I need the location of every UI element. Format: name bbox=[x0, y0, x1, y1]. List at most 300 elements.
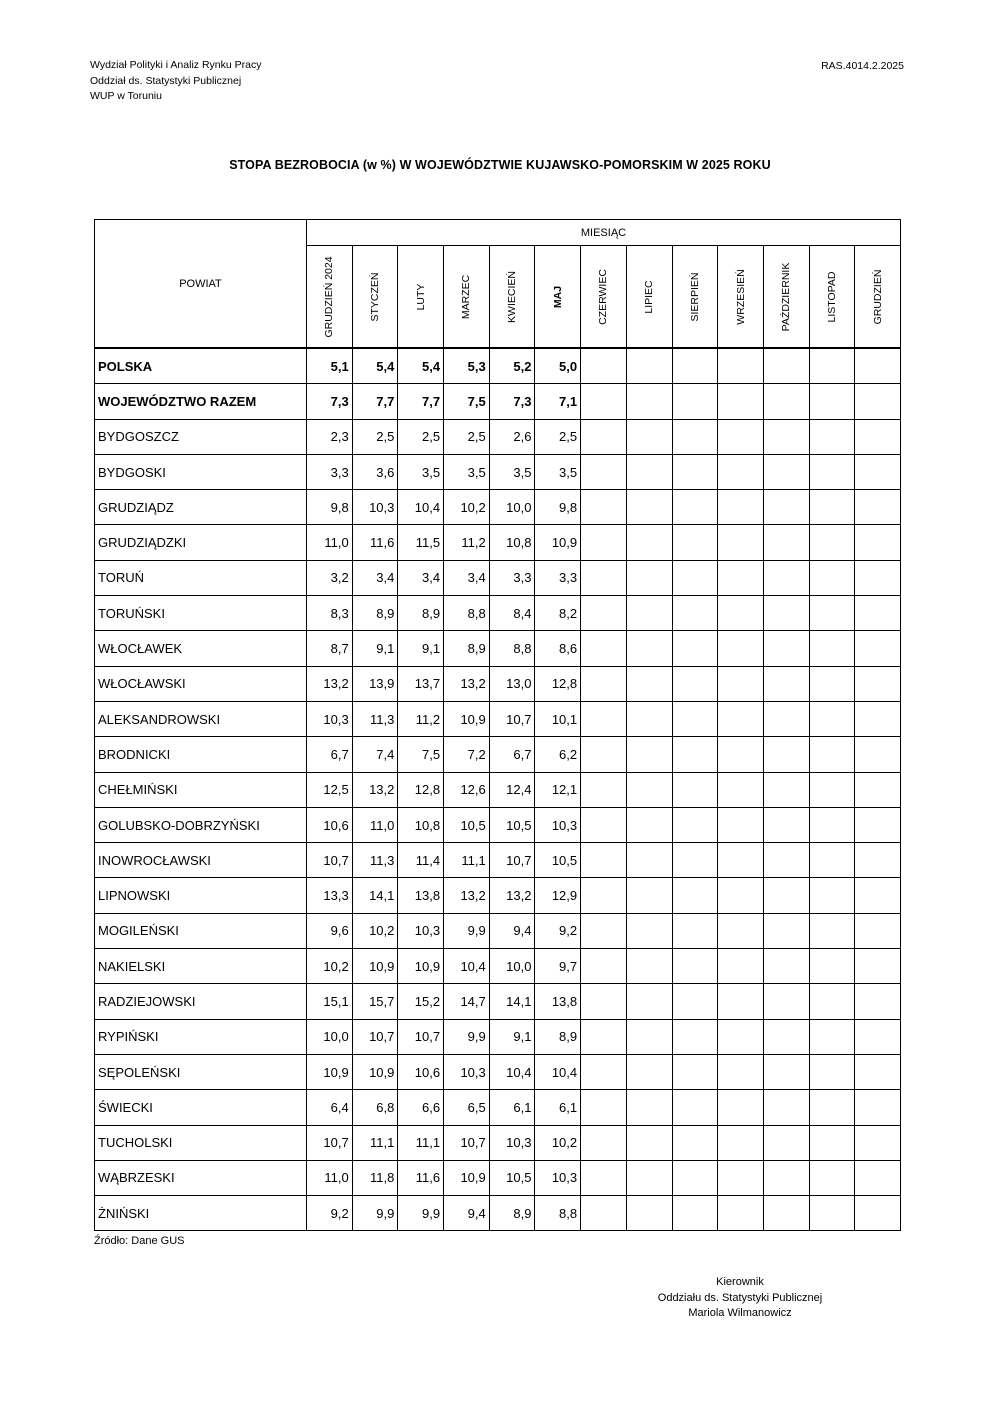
rate-cell: 12,8 bbox=[535, 666, 581, 701]
rate-cell: 7,7 bbox=[398, 384, 444, 419]
rate-cell bbox=[855, 772, 901, 807]
rate-cell: 12,5 bbox=[307, 772, 353, 807]
rate-cell bbox=[672, 596, 718, 631]
rate-cell bbox=[581, 878, 627, 913]
rate-cell: 10,5 bbox=[489, 1160, 535, 1195]
table-row bbox=[95, 419, 901, 454]
rate-cell bbox=[855, 419, 901, 454]
table-row bbox=[95, 878, 901, 913]
rate-cell bbox=[763, 878, 809, 913]
rate-cell: 9,4 bbox=[444, 1196, 490, 1231]
table-row bbox=[95, 1019, 901, 1054]
rate-cell: 13,0 bbox=[489, 666, 535, 701]
rate-cell: 3,2 bbox=[307, 560, 353, 595]
rate-cell bbox=[763, 1054, 809, 1089]
rate-cell: 14,1 bbox=[489, 984, 535, 1019]
rate-cell bbox=[855, 1019, 901, 1054]
rate-cell: 10,7 bbox=[307, 1125, 353, 1160]
month-header bbox=[763, 246, 809, 348]
rate-cell bbox=[581, 1019, 627, 1054]
rate-cell bbox=[626, 419, 672, 454]
rate-cell: 13,2 bbox=[489, 878, 535, 913]
rate-cell bbox=[855, 596, 901, 631]
powiat-name: ALEKSANDROWSKI bbox=[95, 701, 307, 736]
unemployment-table bbox=[94, 219, 901, 1231]
rate-cell bbox=[763, 807, 809, 842]
table-row bbox=[95, 984, 901, 1019]
rate-cell: 10,6 bbox=[398, 1054, 444, 1089]
rate-cell bbox=[855, 1054, 901, 1089]
rate-cell: 11,2 bbox=[444, 525, 490, 560]
rate-cell: 3,4 bbox=[352, 560, 398, 595]
rate-cell: 5,2 bbox=[489, 348, 535, 384]
table-row bbox=[95, 348, 901, 384]
rate-cell bbox=[581, 560, 627, 595]
rate-cell: 2,5 bbox=[535, 419, 581, 454]
rate-cell bbox=[763, 949, 809, 984]
powiat-name: BYDGOSKI bbox=[95, 454, 307, 489]
rate-cell bbox=[718, 807, 764, 842]
table-row bbox=[95, 913, 901, 948]
month-header bbox=[398, 246, 444, 348]
rate-cell bbox=[855, 666, 901, 701]
rate-cell bbox=[809, 737, 855, 772]
rate-cell bbox=[718, 984, 764, 1019]
rate-cell bbox=[626, 878, 672, 913]
rate-cell: 6,7 bbox=[307, 737, 353, 772]
rate-cell: 10,7 bbox=[307, 843, 353, 878]
powiat-name: SĘPOLEŃSKI bbox=[95, 1054, 307, 1089]
month-header bbox=[809, 246, 855, 348]
rate-cell: 10,9 bbox=[352, 1054, 398, 1089]
rate-cell: 11,0 bbox=[307, 1160, 353, 1195]
rate-cell bbox=[581, 984, 627, 1019]
rate-cell bbox=[763, 984, 809, 1019]
rate-cell: 10,3 bbox=[307, 701, 353, 736]
source-note: Źródło: Dane GUS bbox=[94, 1235, 185, 1247]
rate-cell bbox=[626, 737, 672, 772]
rate-cell bbox=[718, 419, 764, 454]
month-header bbox=[672, 246, 718, 348]
rate-cell: 10,7 bbox=[398, 1019, 444, 1054]
rate-cell bbox=[672, 631, 718, 666]
rate-cell: 12,8 bbox=[398, 772, 444, 807]
rate-cell bbox=[626, 772, 672, 807]
table-row bbox=[95, 631, 901, 666]
rate-cell: 15,7 bbox=[352, 984, 398, 1019]
rate-cell: 10,9 bbox=[352, 949, 398, 984]
powiat-name: RADZIEJOWSKI bbox=[95, 984, 307, 1019]
table-row bbox=[95, 737, 901, 772]
rate-cell bbox=[763, 666, 809, 701]
rate-cell: 5,1 bbox=[307, 348, 353, 384]
month-header bbox=[352, 246, 398, 348]
rate-cell bbox=[855, 1125, 901, 1160]
rate-cell bbox=[581, 1160, 627, 1195]
rate-cell: 10,2 bbox=[535, 1125, 581, 1160]
rate-cell bbox=[763, 631, 809, 666]
rate-cell: 9,7 bbox=[535, 949, 581, 984]
powiat-name: NAKIELSKI bbox=[95, 949, 307, 984]
month-label: WRZESIEŃ bbox=[734, 268, 747, 325]
rate-cell bbox=[626, 1090, 672, 1125]
rate-cell: 10,9 bbox=[444, 701, 490, 736]
rate-cell bbox=[855, 878, 901, 913]
rate-cell: 10,3 bbox=[444, 1054, 490, 1089]
rate-cell: 11,1 bbox=[398, 1125, 444, 1160]
rate-cell: 8,8 bbox=[444, 596, 490, 631]
rate-cell: 5,3 bbox=[444, 348, 490, 384]
rate-cell bbox=[626, 631, 672, 666]
rate-cell: 3,4 bbox=[444, 560, 490, 595]
rate-cell bbox=[809, 1196, 855, 1231]
rate-cell bbox=[718, 949, 764, 984]
rate-cell bbox=[626, 525, 672, 560]
rate-cell: 9,2 bbox=[307, 1196, 353, 1231]
month-header bbox=[718, 246, 764, 348]
rate-cell bbox=[763, 843, 809, 878]
rate-cell: 3,4 bbox=[398, 560, 444, 595]
rate-cell bbox=[855, 631, 901, 666]
rate-cell bbox=[718, 1125, 764, 1160]
rate-cell bbox=[718, 490, 764, 525]
rate-cell: 9,9 bbox=[444, 1019, 490, 1054]
rate-cell bbox=[718, 1196, 764, 1231]
rate-cell: 10,3 bbox=[398, 913, 444, 948]
rate-cell bbox=[626, 1160, 672, 1195]
rate-cell bbox=[626, 807, 672, 842]
powiat-name: WOJEWÓDZTWO RAZEM bbox=[95, 384, 307, 419]
rate-cell bbox=[626, 560, 672, 595]
rate-cell bbox=[809, 949, 855, 984]
rate-cell: 9,1 bbox=[398, 631, 444, 666]
rate-cell: 7,2 bbox=[444, 737, 490, 772]
rate-cell bbox=[763, 596, 809, 631]
powiat-name: GOLUBSKO-DOBRZYŃSKI bbox=[95, 807, 307, 842]
powiat-name: BRODNICKI bbox=[95, 737, 307, 772]
rate-cell: 2,5 bbox=[352, 419, 398, 454]
rate-cell: 3,3 bbox=[489, 560, 535, 595]
rate-cell bbox=[581, 1196, 627, 1231]
rate-cell: 11,8 bbox=[352, 1160, 398, 1195]
rate-cell: 6,1 bbox=[535, 1090, 581, 1125]
rate-cell: 7,5 bbox=[444, 384, 490, 419]
rate-cell: 14,7 bbox=[444, 984, 490, 1019]
powiat-name: WŁOCŁAWSKI bbox=[95, 666, 307, 701]
signature-line: Kierownik bbox=[716, 1276, 764, 1288]
table-row bbox=[95, 1054, 901, 1089]
rate-cell bbox=[809, 913, 855, 948]
rate-cell: 13,8 bbox=[535, 984, 581, 1019]
rate-cell: 10,0 bbox=[307, 1019, 353, 1054]
rate-cell: 9,4 bbox=[489, 913, 535, 948]
rate-cell bbox=[672, 843, 718, 878]
rate-cell bbox=[626, 913, 672, 948]
rate-cell: 11,0 bbox=[307, 525, 353, 560]
rate-cell: 10,4 bbox=[489, 1054, 535, 1089]
rate-cell bbox=[672, 878, 718, 913]
rate-cell bbox=[809, 525, 855, 560]
rate-cell: 2,6 bbox=[489, 419, 535, 454]
powiat-name: BYDGOSZCZ bbox=[95, 419, 307, 454]
table-row bbox=[95, 1125, 901, 1160]
rate-cell bbox=[672, 419, 718, 454]
rate-cell bbox=[855, 1090, 901, 1125]
rate-cell bbox=[718, 525, 764, 560]
month-label: GRUDZIEŃ bbox=[871, 269, 884, 325]
rate-cell bbox=[763, 1160, 809, 1195]
rate-cell bbox=[581, 1090, 627, 1125]
rate-cell: 10,7 bbox=[489, 701, 535, 736]
rate-cell bbox=[763, 560, 809, 595]
rate-cell bbox=[581, 525, 627, 560]
rate-cell: 6,8 bbox=[352, 1090, 398, 1125]
rate-cell bbox=[718, 1090, 764, 1125]
rate-cell bbox=[672, 1019, 718, 1054]
rate-cell: 10,9 bbox=[398, 949, 444, 984]
month-header bbox=[626, 246, 672, 348]
rate-cell bbox=[809, 384, 855, 419]
rate-cell bbox=[672, 454, 718, 489]
rate-cell: 2,5 bbox=[444, 419, 490, 454]
rate-cell: 11,1 bbox=[444, 843, 490, 878]
table-row bbox=[95, 490, 901, 525]
rate-cell bbox=[672, 1090, 718, 1125]
rate-cell bbox=[718, 348, 764, 384]
rate-cell bbox=[672, 807, 718, 842]
rate-cell: 11,4 bbox=[398, 843, 444, 878]
rate-cell bbox=[581, 596, 627, 631]
rate-cell bbox=[718, 737, 764, 772]
table-row bbox=[95, 525, 901, 560]
powiat-header: POWIAT bbox=[95, 220, 307, 349]
rate-cell bbox=[855, 384, 901, 419]
rate-cell: 9,9 bbox=[444, 913, 490, 948]
powiat-name: CHEŁMIŃSKI bbox=[95, 772, 307, 807]
rate-cell bbox=[626, 1125, 672, 1160]
rate-cell: 12,4 bbox=[489, 772, 535, 807]
rate-cell: 13,2 bbox=[444, 666, 490, 701]
rate-cell: 10,4 bbox=[535, 1054, 581, 1089]
month-header bbox=[307, 246, 353, 348]
rate-cell bbox=[672, 348, 718, 384]
signature-line: Mariola Wilmanowicz bbox=[688, 1307, 792, 1319]
rate-cell: 8,9 bbox=[352, 596, 398, 631]
rate-cell: 7,3 bbox=[489, 384, 535, 419]
rate-cell: 12,6 bbox=[444, 772, 490, 807]
rate-cell bbox=[763, 525, 809, 560]
rate-cell bbox=[809, 1160, 855, 1195]
rate-cell bbox=[809, 772, 855, 807]
rate-cell bbox=[626, 490, 672, 525]
month-label: MARZEC bbox=[460, 274, 473, 319]
rate-cell bbox=[672, 1054, 718, 1089]
rate-cell: 10,5 bbox=[489, 807, 535, 842]
rate-cell bbox=[809, 807, 855, 842]
table-row bbox=[95, 949, 901, 984]
rate-cell bbox=[763, 419, 809, 454]
powiat-name: TUCHOLSKI bbox=[95, 1125, 307, 1160]
rate-cell: 15,2 bbox=[398, 984, 444, 1019]
rate-cell: 9,8 bbox=[307, 490, 353, 525]
rate-cell bbox=[672, 384, 718, 419]
rate-cell bbox=[855, 490, 901, 525]
rate-cell bbox=[763, 384, 809, 419]
rate-cell: 10,6 bbox=[307, 807, 353, 842]
rate-cell: 10,2 bbox=[307, 949, 353, 984]
month-header bbox=[444, 246, 490, 348]
powiat-name: TORUŃSKI bbox=[95, 596, 307, 631]
rate-cell: 9,1 bbox=[489, 1019, 535, 1054]
rate-cell: 10,5 bbox=[444, 807, 490, 842]
rate-cell bbox=[809, 878, 855, 913]
rate-cell bbox=[855, 807, 901, 842]
rate-cell: 11,3 bbox=[352, 843, 398, 878]
table-row bbox=[95, 1090, 901, 1125]
rate-cell bbox=[718, 454, 764, 489]
powiat-name: GRUDZIĄDZ bbox=[95, 490, 307, 525]
rate-cell bbox=[626, 1054, 672, 1089]
rate-cell bbox=[581, 454, 627, 489]
rate-cell bbox=[809, 596, 855, 631]
rate-cell: 10,7 bbox=[489, 843, 535, 878]
rate-cell bbox=[672, 737, 718, 772]
rate-cell: 10,2 bbox=[444, 490, 490, 525]
rate-cell bbox=[718, 1054, 764, 1089]
rate-cell bbox=[626, 949, 672, 984]
rate-cell: 13,9 bbox=[352, 666, 398, 701]
rate-cell: 11,3 bbox=[352, 701, 398, 736]
org-line: Oddział ds. Statystyki Publicznej bbox=[90, 74, 242, 87]
rate-cell: 8,9 bbox=[535, 1019, 581, 1054]
rate-cell: 10,3 bbox=[352, 490, 398, 525]
rate-cell bbox=[763, 913, 809, 948]
rate-cell bbox=[763, 701, 809, 736]
rate-cell bbox=[626, 596, 672, 631]
rate-cell: 10,4 bbox=[444, 949, 490, 984]
rate-cell: 10,0 bbox=[489, 949, 535, 984]
rate-cell bbox=[672, 525, 718, 560]
rate-cell: 3,5 bbox=[489, 454, 535, 489]
rate-cell: 6,2 bbox=[535, 737, 581, 772]
rate-cell bbox=[672, 1160, 718, 1195]
rate-cell bbox=[809, 1019, 855, 1054]
rate-cell: 11,1 bbox=[352, 1125, 398, 1160]
month-label: SIERPIEŃ bbox=[688, 272, 701, 322]
rate-cell bbox=[718, 1019, 764, 1054]
rate-cell: 3,5 bbox=[535, 454, 581, 489]
table-row bbox=[95, 701, 901, 736]
rate-cell bbox=[809, 454, 855, 489]
rate-cell bbox=[763, 1125, 809, 1160]
rate-cell: 13,2 bbox=[307, 666, 353, 701]
rate-cell bbox=[809, 1125, 855, 1160]
rate-cell: 13,8 bbox=[398, 878, 444, 913]
rate-cell bbox=[718, 631, 764, 666]
rate-cell: 6,5 bbox=[444, 1090, 490, 1125]
rate-cell: 15,1 bbox=[307, 984, 353, 1019]
powiat-name: WĄBRZESKI bbox=[95, 1160, 307, 1195]
rate-cell bbox=[581, 701, 627, 736]
rate-cell bbox=[672, 560, 718, 595]
reference-number: RAS.4014.2.2025 bbox=[821, 60, 904, 72]
rate-cell bbox=[626, 843, 672, 878]
rate-cell bbox=[718, 913, 764, 948]
rate-cell bbox=[763, 454, 809, 489]
rate-cell bbox=[626, 454, 672, 489]
rate-cell bbox=[855, 1160, 901, 1195]
rate-cell bbox=[809, 560, 855, 595]
table-row bbox=[95, 1196, 901, 1231]
powiat-name: ŚWIECKI bbox=[95, 1090, 307, 1125]
month-label: PAŹDZIERNIK bbox=[780, 262, 793, 331]
rate-cell bbox=[718, 701, 764, 736]
rate-cell: 14,1 bbox=[352, 878, 398, 913]
month-label: LUTY bbox=[414, 283, 427, 311]
rate-cell bbox=[763, 348, 809, 384]
rate-cell bbox=[581, 348, 627, 384]
org-line: Wydział Polityki i Analiz Rynku Pracy bbox=[90, 59, 262, 71]
rate-cell: 11,6 bbox=[352, 525, 398, 560]
rate-cell bbox=[626, 384, 672, 419]
table-row bbox=[95, 807, 901, 842]
rate-cell: 10,0 bbox=[489, 490, 535, 525]
rate-cell bbox=[855, 348, 901, 384]
table-row bbox=[95, 1160, 901, 1195]
rate-cell: 3,6 bbox=[352, 454, 398, 489]
rate-cell bbox=[809, 348, 855, 384]
rate-cell bbox=[855, 949, 901, 984]
rate-cell: 6,6 bbox=[398, 1090, 444, 1125]
month-label: GRUDZIEŃ 2024 bbox=[323, 256, 336, 338]
org-line: WUP w Toruniu bbox=[90, 90, 162, 102]
powiat-name: ŻNIŃSKI bbox=[95, 1196, 307, 1231]
rate-cell: 6,4 bbox=[307, 1090, 353, 1125]
rate-cell bbox=[672, 772, 718, 807]
rate-cell bbox=[581, 807, 627, 842]
rate-cell bbox=[672, 1125, 718, 1160]
table-row bbox=[95, 772, 901, 807]
rate-cell bbox=[763, 490, 809, 525]
rate-cell bbox=[809, 1090, 855, 1125]
rate-cell bbox=[672, 666, 718, 701]
month-header bbox=[581, 246, 627, 348]
rate-cell bbox=[718, 384, 764, 419]
rate-cell: 10,9 bbox=[307, 1054, 353, 1089]
rate-cell bbox=[718, 878, 764, 913]
rate-cell bbox=[581, 631, 627, 666]
rate-cell: 9,1 bbox=[352, 631, 398, 666]
month-label: LISTOPAD bbox=[825, 271, 838, 323]
rate-cell bbox=[855, 525, 901, 560]
rate-cell: 11,5 bbox=[398, 525, 444, 560]
month-header bbox=[855, 246, 901, 348]
rate-cell bbox=[672, 701, 718, 736]
rate-cell: 8,7 bbox=[307, 631, 353, 666]
rate-cell bbox=[809, 490, 855, 525]
table-row bbox=[95, 454, 901, 489]
rate-cell: 3,3 bbox=[535, 560, 581, 595]
rate-cell bbox=[672, 949, 718, 984]
rate-cell bbox=[809, 631, 855, 666]
rate-cell bbox=[626, 984, 672, 1019]
rate-cell bbox=[855, 560, 901, 595]
rate-cell: 10,5 bbox=[535, 843, 581, 878]
rate-cell bbox=[809, 984, 855, 1019]
rate-cell: 7,1 bbox=[535, 384, 581, 419]
rate-cell bbox=[626, 701, 672, 736]
powiat-name: WŁOCŁAWEK bbox=[95, 631, 307, 666]
